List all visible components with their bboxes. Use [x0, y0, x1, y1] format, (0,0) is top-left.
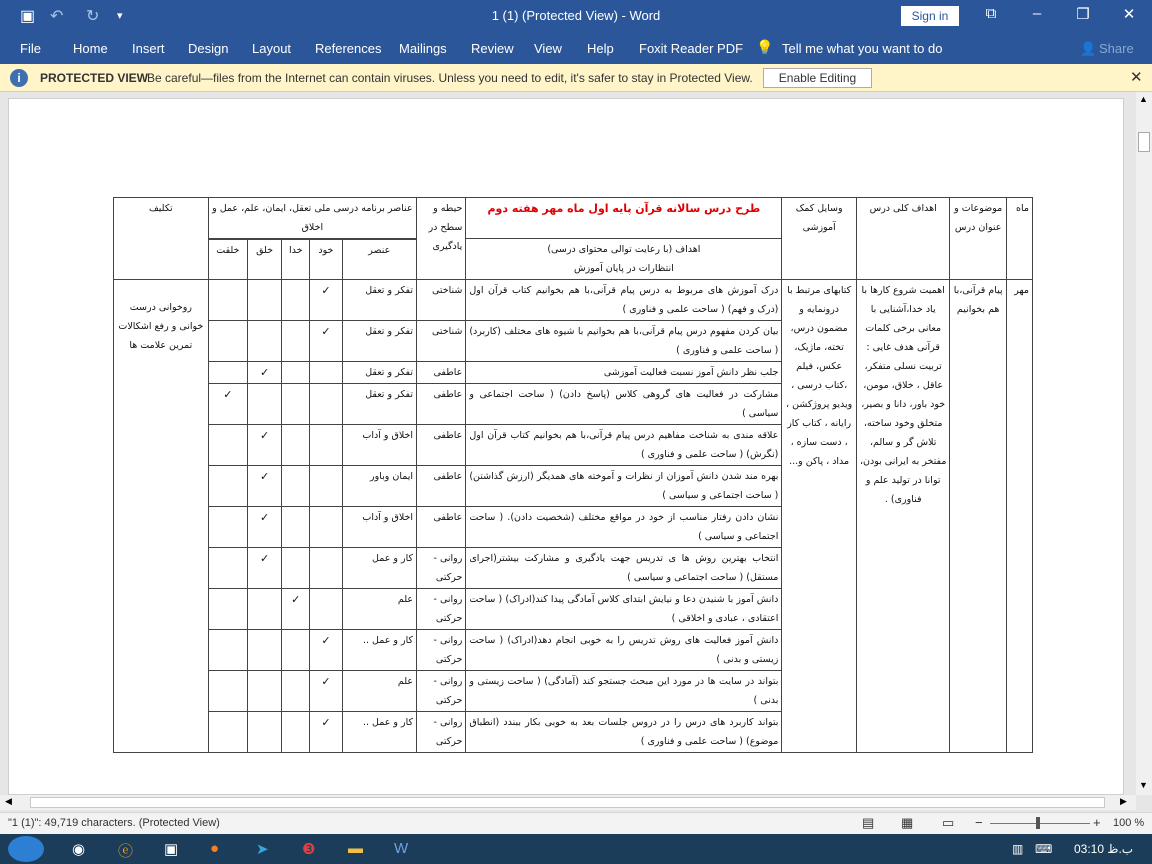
self-check-cell	[310, 466, 342, 507]
objective-cell: دانش آموز فعالیت های روش تدریس را به خوبی انجام دهد(ادراک) ( ساحت زیستی و بدنی )	[466, 630, 782, 671]
objective-cell: درک آموزش های مربوط به درس پیام قرآنی،با هم بخوانیم کتاب قرآن اول (درک و فهم) ( ساحت علمی و فناوری )	[466, 280, 782, 321]
ribbon-display-options-icon[interactable]: ⧉	[985, 5, 997, 22]
status-bar	[0, 812, 1152, 834]
objective-cell: مشارکت در فعالیت های گروهی کلاس (پاسخ دادن) ( ساحت اجتماعی و سیاسی )	[466, 384, 782, 425]
god-check-cell	[282, 466, 310, 507]
goals-cell: اهمیت شروع کارها با یاد خدا،آشنایی با معانی برخی کلمات قرآنی هدف غایی : تربیت نسلی متفکر، عاقل ، خلاق، مومن، خود باور، دانا و بصیر، متخلق وخود ساخته، تلاش گر و سالم، مفتخر به ایرانی بودن، توانا در تولید علم و فناوری) .	[856, 280, 950, 753]
check-mark-icon: ✓	[259, 429, 270, 442]
header-creature: خلق	[247, 240, 281, 280]
domain-cell: عاطفی	[417, 466, 466, 507]
domain-cell: عاطفی	[417, 425, 466, 466]
element-cell: تفکر و تعقل	[342, 321, 416, 362]
header-tools: وسایل کمک آموزشی	[782, 198, 856, 280]
header-element: عنصر	[342, 240, 416, 280]
lesson-plan-title: طرح درس سالانه قرآن پایه اول ماه مهر هفته دوم	[466, 198, 782, 239]
creation-check-cell	[208, 712, 247, 753]
share-button[interactable]: Share	[1099, 41, 1134, 56]
objective-cell: بیان کردن مفهوم درس پیام قرآنی،با هم بخوانیم با شیوه های مختلف (کاربرد) ( ساحت علمی و فناوری )	[466, 321, 782, 362]
creature-check-cell	[247, 712, 281, 753]
expectations-label: انتظارات در پایان آموزش	[573, 263, 674, 274]
objective-cell: بهره مند شدن دانش آموزان از نظرات و آموخته های همدیگر (ارزش گذاشتن) ( ساحت اجتماعی و سیاسی )	[466, 466, 782, 507]
zoom-slider-thumb[interactable]	[1036, 817, 1040, 829]
document-area	[0, 92, 1136, 795]
domain-cell: عاطفی	[417, 507, 466, 548]
self-check-cell	[310, 425, 342, 466]
self-check-cell	[310, 589, 342, 630]
topic-cell: پیام قرآنی،با هم بخوانیم	[950, 280, 1006, 753]
save-icon[interactable]: ▣	[20, 8, 36, 25]
check-mark-icon: ✓	[259, 366, 270, 379]
objective-cell: دانش آموز با شنیدن دعا و نیایش ابتدای کلاس آمادگی پیدا کند(ادراک) ( ساحت اعتقادی ، عبادی و اخلاقی )	[466, 589, 782, 630]
self-check-cell	[310, 671, 342, 712]
creature-check-cell	[247, 671, 281, 712]
check-mark-icon: ✓	[259, 470, 270, 483]
creation-check-cell	[208, 589, 247, 630]
god-check-cell	[282, 507, 310, 548]
god-check-cell	[282, 671, 310, 712]
objectives-label: اهداف (با رعایت توالی محتوای درسی)	[547, 244, 701, 255]
zoom-level[interactable]: 100 %	[1113, 817, 1145, 829]
god-check-cell	[282, 548, 310, 589]
firefox-icon[interactable]: ●	[210, 840, 220, 857]
domain-cell: روانی - حرکتی	[417, 712, 466, 753]
self-check-cell	[310, 712, 342, 753]
check-mark-icon: ✓	[259, 511, 270, 524]
creature-check-cell	[247, 466, 281, 507]
objective-cell: علاقه مندی به شناخت مفاهیم درس پیام قرآنی،با هم بخوانیم کتاب قرآن اول (نگرش) ( ساحت علمی و فناوری )	[466, 425, 782, 466]
god-check-cell	[282, 280, 310, 321]
god-check-cell	[282, 630, 310, 671]
tab-layout[interactable]: Layout	[252, 41, 292, 56]
self-check-cell	[310, 362, 342, 384]
sign-in-button[interactable]: Sign in	[901, 6, 959, 26]
document-page	[8, 98, 1124, 795]
tab-home[interactable]: Home	[73, 41, 108, 56]
domain-cell: شناختی	[417, 321, 466, 362]
check-mark-icon: ✓	[321, 675, 331, 688]
check-mark-icon: ✓	[291, 593, 301, 606]
check-mark-icon: ✓	[321, 634, 331, 647]
creation-check-cell	[208, 425, 247, 466]
network-icon[interactable]: ▥	[1012, 842, 1024, 856]
vertical-scrollbar[interactable]	[1136, 92, 1152, 795]
domain-cell: روانی - حرکتی	[417, 630, 466, 671]
god-check-cell	[282, 425, 310, 466]
god-check-cell	[282, 712, 310, 753]
element-cell: کار و عمل	[342, 548, 416, 589]
scroll-left-icon[interactable]: ◀	[5, 796, 12, 806]
objective-cell: نشان دادن رفتار مناسب از خود در مواقع مختلف (شخصیت دادن). ( ساحت اجتماعی و سیاسی )	[466, 507, 782, 548]
header-domain: حیطه و سطح در یادگیری	[417, 198, 466, 280]
folder-icon[interactable]: ▬	[348, 840, 363, 857]
title-bar	[0, 0, 1152, 33]
browser-icon[interactable]: ⓔ	[118, 843, 134, 860]
god-check-cell	[282, 589, 310, 630]
protected-view-label: PROTECTED VIEW	[40, 71, 149, 85]
self-check-cell	[310, 321, 342, 362]
creature-check-cell	[247, 425, 281, 466]
god-check-cell	[282, 321, 310, 362]
objective-cell: انتخاب بهترین روش ها ی تدریس جهت یادگیری و مشارکت بیشتر(اجرای مستقل) ( ساحت اجتماعی و سیاسی )	[466, 548, 782, 589]
creation-check-cell	[208, 384, 247, 425]
check-mark-icon: ✓	[321, 716, 331, 729]
lightbulb-icon: 💡	[756, 39, 774, 55]
self-check-cell	[310, 280, 342, 321]
restore-icon[interactable]: ❐	[1076, 6, 1090, 23]
creation-check-cell	[208, 362, 247, 384]
header-homework: تکلیف	[114, 198, 209, 280]
status-text: "1 (1)": 49,719 characters. (Protected View)	[8, 817, 220, 829]
tab-file[interactable]: File	[20, 41, 41, 56]
creature-check-cell	[247, 384, 281, 425]
clock[interactable]: 03:10 ب.ظ	[1074, 842, 1134, 856]
header-self: خود	[310, 240, 342, 280]
keyboard-icon[interactable]: ⌨	[1035, 842, 1053, 856]
taskbar	[0, 834, 1152, 864]
element-cell: تفکر و تعقل	[342, 280, 416, 321]
share-icon[interactable]: 👤	[1080, 41, 1097, 56]
creation-check-cell	[208, 466, 247, 507]
zoom-slider[interactable]	[990, 823, 1090, 824]
close-icon[interactable]: ✕	[1122, 6, 1136, 23]
creature-check-cell	[247, 321, 281, 362]
self-check-cell	[310, 507, 342, 548]
domain-cell: عاطفی	[417, 362, 466, 384]
check-mark-icon: ✓	[321, 284, 331, 297]
check-mark-icon: ✓	[223, 388, 233, 401]
minimize-icon[interactable]: –	[1032, 5, 1042, 22]
domain-cell: روانی - حرکتی	[417, 671, 466, 712]
element-cell: تفکر و تعقل	[342, 362, 416, 384]
file-manager-icon[interactable]: ▣	[164, 841, 179, 858]
element-cell: اخلاق و آداب	[342, 507, 416, 548]
check-mark-icon: ✓	[321, 325, 331, 338]
creation-check-cell	[208, 280, 247, 321]
creature-check-cell	[247, 548, 281, 589]
start-button[interactable]	[8, 836, 44, 862]
domain-cell: روانی - حرکتی	[417, 589, 466, 630]
undo-icon[interactable]: ↶	[50, 8, 64, 25]
horizontal-scroll-thumb[interactable]	[30, 797, 1105, 808]
element-cell: تفکر و تعقل	[342, 384, 416, 425]
tab-insert[interactable]: Insert	[132, 41, 165, 56]
tab-foxit-reader-pdf[interactable]: Foxit Reader PDF	[639, 41, 744, 56]
objective-cell: بتواند کاربرد های درس را در دروس جلسات بعد به خوبی بکار ببندد (انطباق موضوع) ( ساحت علمی و فناوری )	[466, 712, 782, 753]
element-cell: ایمان وباور	[342, 466, 416, 507]
header-elements: عناصر برنامه درسی ملی تعقل، ایمان، علم، عمل و اخلاق	[208, 198, 416, 239]
tab-design[interactable]: Design	[188, 41, 229, 56]
domain-cell: عاطفی	[417, 384, 466, 425]
element-cell: کار و عمل ..	[342, 630, 416, 671]
tools-cell: کتابهای مرتبط با درونمایه و مضمون درس، تخته، ماژیک، عکس، فیلم ،کتاب درسی ، ویدیو پروژکشن ، رایانه ، کتاب کار ، دست سازه ، مداد ، پاکن و...	[782, 280, 856, 753]
creature-check-cell	[247, 630, 281, 671]
horizontal-scrollbar[interactable]	[0, 795, 1136, 810]
self-check-cell	[310, 384, 342, 425]
creation-check-cell	[208, 671, 247, 712]
creature-check-cell	[247, 507, 281, 548]
creation-check-cell	[208, 507, 247, 548]
scroll-right-icon[interactable]: ▶	[1120, 796, 1127, 806]
domain-cell: روانی - حرکتی	[417, 548, 466, 589]
god-check-cell	[282, 362, 310, 384]
close-message-icon[interactable]: ✕	[1130, 69, 1143, 86]
tab-review[interactable]: Review	[471, 41, 514, 56]
header-goals: اهداف کلی درس	[856, 198, 950, 280]
tab-help[interactable]: Help	[587, 41, 614, 56]
tab-view[interactable]: View	[534, 41, 562, 56]
word-icon[interactable]: W	[394, 840, 409, 857]
zoom-out-icon[interactable]: −	[975, 815, 983, 830]
telegram-icon[interactable]: ➤	[256, 841, 269, 858]
table-row	[114, 280, 1033, 321]
god-check-cell	[282, 384, 310, 425]
chrome-icon[interactable]: ◉	[72, 841, 86, 858]
header-month: ماه	[1006, 198, 1032, 280]
header-god: خدا	[282, 240, 310, 280]
app-icon[interactable]: ❸	[302, 841, 316, 858]
info-icon: i	[10, 69, 28, 87]
creation-check-cell	[208, 321, 247, 362]
redo-icon[interactable]: ↻	[86, 8, 100, 25]
creation-check-cell	[208, 548, 247, 589]
header-objectives	[466, 239, 782, 280]
scroll-up-icon[interactable]: ▲	[1139, 94, 1148, 104]
self-check-cell	[310, 630, 342, 671]
zoom-in-icon[interactable]: +	[1093, 815, 1101, 830]
objective-cell: بتواند در سایت ها در مورد این مبحث جستجو کند (آمادگی) ( ساحت زیستی و بدنی )	[466, 671, 782, 712]
vertical-scroll-thumb[interactable]	[1138, 132, 1150, 152]
creature-check-cell	[247, 589, 281, 630]
month-cell: مهر	[1006, 280, 1032, 753]
ribbon-tabs	[0, 33, 1152, 64]
creature-check-cell	[247, 280, 281, 321]
tab-mailings[interactable]: Mailings	[399, 41, 447, 56]
print-layout-icon[interactable]: ▦	[901, 815, 914, 830]
web-layout-icon[interactable]: ▭	[942, 815, 955, 830]
objective-cell: جلب نظر دانش آموز نسبت فعالیت آموزشی	[466, 362, 782, 384]
homework-cell: روخوانی درست خوانی و رفع اشکالات تمرین علامت ها	[114, 280, 209, 753]
enable-editing-button[interactable]: Enable Editing	[763, 68, 872, 88]
protected-view-bar	[0, 64, 1152, 92]
header-creation: خلقت	[208, 240, 247, 280]
domain-cell: شناختی	[417, 280, 466, 321]
creature-check-cell	[247, 362, 281, 384]
self-check-cell	[310, 548, 342, 589]
lesson-rows	[114, 280, 1033, 753]
creation-check-cell	[208, 630, 247, 671]
header-topic: موضوعات و عنوان درس	[950, 198, 1006, 280]
check-mark-icon: ✓	[259, 552, 270, 565]
read-mode-icon[interactable]: ▤	[862, 815, 875, 830]
lesson-plan-table	[113, 197, 1033, 753]
element-cell: اخلاق و آداب	[342, 425, 416, 466]
window-title: 1 (1) (Protected View) - Word	[491, 8, 661, 23]
element-cell: علم	[342, 589, 416, 630]
element-cell: کار و عمل ..	[342, 712, 416, 753]
protected-view-message: Be careful—files from the Internet can contain viruses. Unless you need to edit, it's safer to stay in Protected View.	[147, 71, 753, 85]
tell-me-search[interactable]: Tell me what you want to do	[782, 41, 943, 56]
scroll-down-icon[interactable]: ▼	[1139, 780, 1148, 790]
element-cell: علم	[342, 671, 416, 712]
customize-quick-access-icon[interactable]: ▾	[117, 10, 123, 22]
tab-references[interactable]: References	[315, 41, 382, 56]
